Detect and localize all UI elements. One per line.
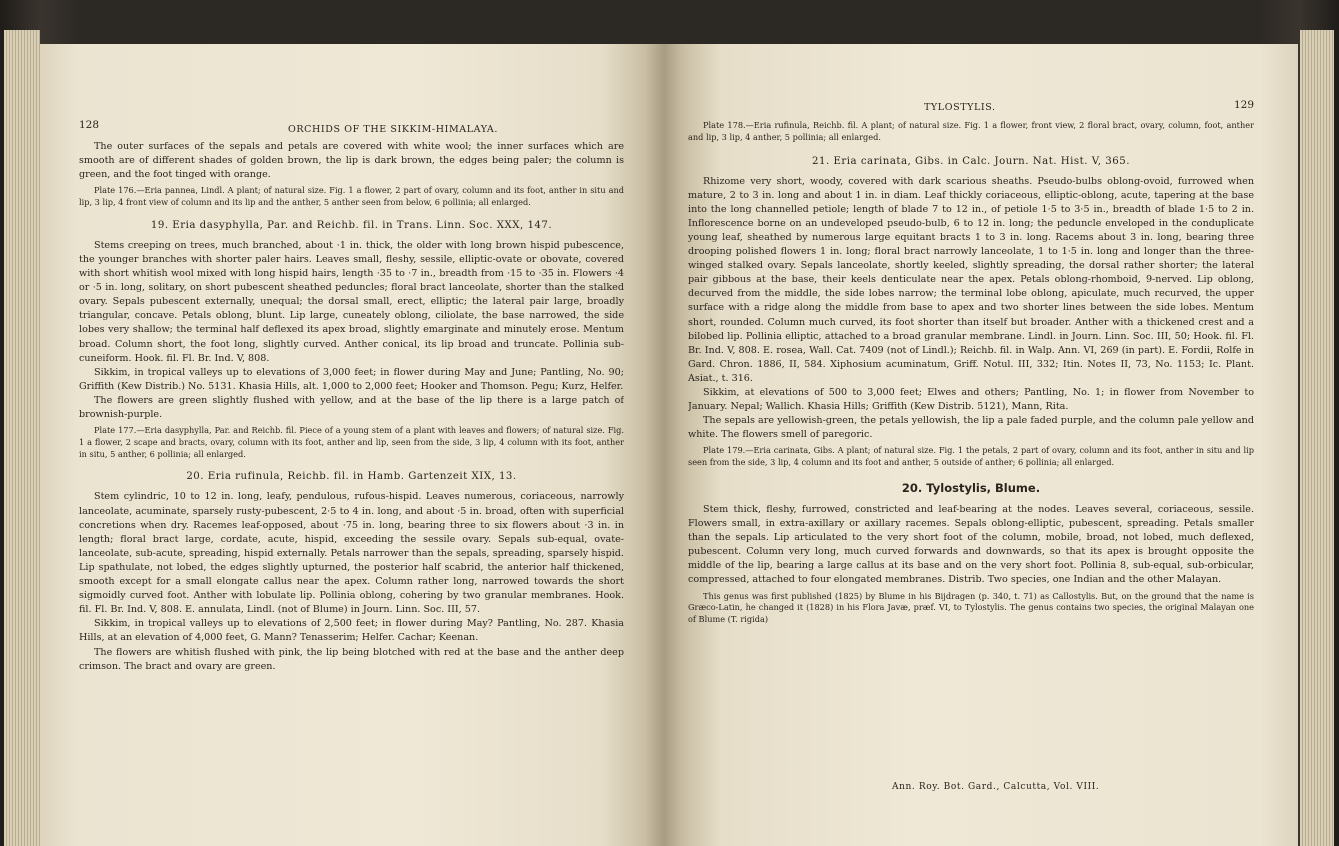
right-page — [664, 44, 1298, 846]
plate-caption: Plate 176.—Eria pannea, Lindl. A plant; of natural size. Fig. 1 a flower, 2 part of ovary, column and its foot, anther in situ and lip, 3 lip, 4 front view of column and its lip and the anther, 5 anther seen from below, 6 pollinia; all enlarged. — [79, 185, 624, 208]
paragraph: Stem cylindric, 10 to 12 in. long, leafy, pendulous, rufous-hispid. Leaves numerous, coriaceous, narrowly lanceolate, acuminate, sparsely rusty-pubescent, 2·5 to 4 in. long, and about ·5 in. broad, often with superficial concretions when dry. Racemes leaf-opposed, about ·75 in. long, bearing three to six flowers about ·3 in. in length; floral bract large, cordate, acute, hispid, exceeding the sessile ovary. Sepals sub-equal, ovate-lanceolate, sub-acute, spreading, hispid externally. Petals narrower than the sepals, spreading, sparsely hispid. Lip spathulate, not lobed, the edges slightly upturned, the posterior half scabrid, the anterior half thickened, smooth except for a small elongate callus near the apex. Column rather long, narrowed towards the short sigmoidly curved foot. Anther with lobulate lip. Pollinia oblong, cohering by two granular membranes. Hook. fil. Fl. Br. Ind. V, 808. E. annulata, Lindl. (not of Blume) in Journ. Linn. Soc. III, 57. — [79, 491, 624, 616]
journal-footer: Ann. Roy. Bot. Gard., Calcutta, Vol. VIII. — [892, 782, 1100, 792]
plate-caption: Plate 177.—Eria dasyphylla, Par. and Reichb. fil. Piece of a young stem of a plant with leaves and flowers; of natural size. Fig. 1 a flower, 2 scape and bracts, ovary, column with its foot, anther and lip, seen from the side, 3 lip, 4 column with its foot, anther in situ, 5 anther, 6 pollinia; all enlarged. — [79, 425, 624, 459]
paragraph: The flowers are green slightly flushed with yellow, and at the base of the lip there is a large patch of brownish-purple. — [79, 394, 624, 420]
running-head: TYLOSTYLIS. — [924, 102, 996, 113]
species-heading: 21. Eria carinata, Gibs. in Calc. Journ. Nat. Hist. V, 365. — [812, 155, 1130, 167]
paragraph: Sikkim, at elevations of 500 to 3,000 feet; Elwes and others; Pantling, No. 1; in flower from November to January. Nepal; Wallich. Khasia Hills; Griffith (Kew Distrib. 5121), Mann, Rita. — [688, 387, 1254, 413]
left-text-column — [79, 140, 624, 840]
species-heading: 19. Eria dasyphylla, Par. and Reichb. fil. in Trans. Linn. Soc. XXX, 147. — [150, 219, 553, 231]
page-number: 129 — [1234, 99, 1255, 111]
running-head: ORCHIDS OF THE SIKKIM-HIMALAYA. — [288, 124, 498, 135]
species-heading: 20. Eria rufinula, Reichb. fil. in Hamb. Gartenzeit XIX, 13. — [186, 471, 517, 483]
right-text-column — [688, 120, 1254, 752]
page-edges-left — [4, 30, 40, 846]
paragraph: Stem thick, fleshy, furrowed, constricted and leaf-bearing at the nodes. Leaves several, coriaceous, sessile. Flowers small, in extra-axillary or axillary racemes. Sepals oblong-elliptic, pubescent, spreading. Petals smaller than the sepals. Lip articulated to the very short foot of the column, mobile, broad, not lobed, much deflexed, pubescent. Column very long, much curved forwards and downwards, so that its apex is brought opposite the middle of the lip, bearing a large callus at its base and on the very short foot. Pollinia 8, sub-equal, sub-orbicular, compressed, attached to four elongated membranes. Distrib. Two species, one Indian and the other Malayan. — [688, 503, 1254, 586]
paragraph: Stems creeping on trees, much branched, about ·1 in. thick, the older with long brown hispid pubescence, the younger branches with shorter paler hairs. Leaves small, fleshy, sessile, elliptic-ovate or obovate, covered with short whitish wool mixed with long hispid hairs, length ·35 to ·7 in., breadth from ·15 to ·35 in. Flowers ·4 or ·5 in. long, solitary, on short pubescent sheathed peduncles; floral bract lanceolate, shorter than the stalked ovary. Sepals pubescent externally, unequal; the dorsal small, erect, elliptic; the lateral pair large, broadly triangular, concave. Petals oblong, blunt. Lip large, cuneately oblong, ciliolate, the base narrowed, the side lobes very shallow; the terminal half deflexed its apex broad, slightly emarginate and minutely erose. Mentum broad. Column short, the foot long, slightly curved. Anther conical, its lip broad and truncate. Pollinia sub-cuneiform. Hook. fil. Fl. Br. Ind. V, 808. — [79, 239, 624, 364]
footnote: This genus was first published (1825) by Blume in his Bijdragen (p. 340, t. 71) as Callostylis. But, on the ground that the name is Græco-Latin, he changed it (1828) in his Flora Javæ, præf. VI, to Tylostylis. The genus contains two species, the original Malayan one of Blume (T. rigida) — [688, 590, 1254, 625]
paragraph: Sikkim, in tropical valleys up to elevations of 3,000 feet; in flower during May and June; Pantling, No. 90; Griffith (Kew Distrib.) No. 5131. Khasia Hills, alt. 1,000 to 2,000 feet; Hooker and Thomson. Pegu; Kurz, Helfer. — [79, 366, 624, 392]
page-edges-right — [1300, 30, 1334, 846]
plate-caption: Plate 178.—Eria rufinula, Reichb. fil. A plant; of natural size. Fig. 1 a flower, front view, 2 floral bract, ovary, column, foot, anther and lip, 3 lip, 4 anther, 5 pollinia; all enlarged. — [688, 120, 1254, 142]
genus-heading: 20. Tylostylis, Blume. — [901, 480, 1041, 495]
page-number: 128 — [79, 119, 100, 131]
paragraph: The sepals are yellowish-green, the petals yellowish, the lip a pale faded purple, and the column pale yellow and white. The flowers smell of paregoric. — [688, 415, 1254, 441]
paragraph: Rhizome very short, woody, covered with dark scarious sheaths. Pseudo-bulbs oblong-ovoid, furrowed when mature, 2 to 3 in. long and about 1 in. in diam. Leaf thickly coriaceous, elliptic-oblong, acute, tapering at the base into the long channelled petiole; length of blade 7 to 12 in., of petiole 1·5 to 3·5 in., breadth of blade 1·5 to 2 in. Inflorescence borne on an undeveloped pseudo-bulb, 6 to 12 in. long; the peduncle enveloped in the conduplicate young leaf, sheathed by numerous large equitant bracts 1 to 3 in. long. Racems about 3 in. long, bearing three drooping polished flowers 1 in. long; floral bract narrowly lanceolate, 1 to 1·5 in. long and longer than the three-winged stalked ovary. Sepals lanceolate, shortly keeled, slightly spreading, the dorsal rather shorter; the lateral pair gibbous at the base, their keels denticulate near the apex. Petals oblong-rhomboid, 9-nerved. Lip oblong, decurved from the middle, the side lobes narrow; the terminal lobe oblong, apiculate, much recurved, the upper surface with a ridge along the middle from base to apex and two shorter lines between the side lobes. Mentum short, rounded. Column much curved, its foot shorter than itself but broader. Anther with a thickened crest and a bilobed lip. Pollinia elliptic, attached to a broad granular membrane. Lindl. in Journ. Linn. Soc. III, 50; Hook. fil. Fl. Br. Ind. V, 808. E. rosea, Wall. Cat. 7409 (not of Lindl.); Reichb. fil. in Walp. Ann. VI, 269 (in part). E. Fordii, Rolfe in Gard. Chron. 1886, II, 584. Xiphosium acuminatum, Griff. Notul. III, 332; Itin. Notes II, 73, No. 1153; Ic. Plant. Asiat., t. 316. — [688, 175, 1254, 384]
plate-caption: Plate 179.—Eria carinata, Gibs. A plant; of natural size. Fig. 1 the petals, 2 part of ovary, column and its foot, anther in situ and lip seen from the side, 3 lip, 4 column and its foot and anther, 5 outside of anther; 6 pollinia; all enlarged. — [688, 445, 1254, 468]
left-page — [40, 44, 664, 846]
paragraph: Sikkim, in tropical valleys up to elevations of 2,500 feet; in flower during May? Pantling, No. 287. Khasia Hills, at an elevation of 4,000 feet, G. Mann? Tenasserim; Helfer. Cachar; Keenan. — [79, 618, 624, 644]
paragraph: The flowers are whitish flushed with pink, the lip being blotched with red at the base and the anther deep crimson. The bract and ovary are green. — [79, 646, 624, 672]
paragraph: The outer surfaces of the sepals and petals are covered with white wool; the inner surfaces which are smooth are of different shades of golden brown, the lip is dark brown, the edges being paler; the column is green, and the foot tinged with orange. — [79, 141, 624, 181]
